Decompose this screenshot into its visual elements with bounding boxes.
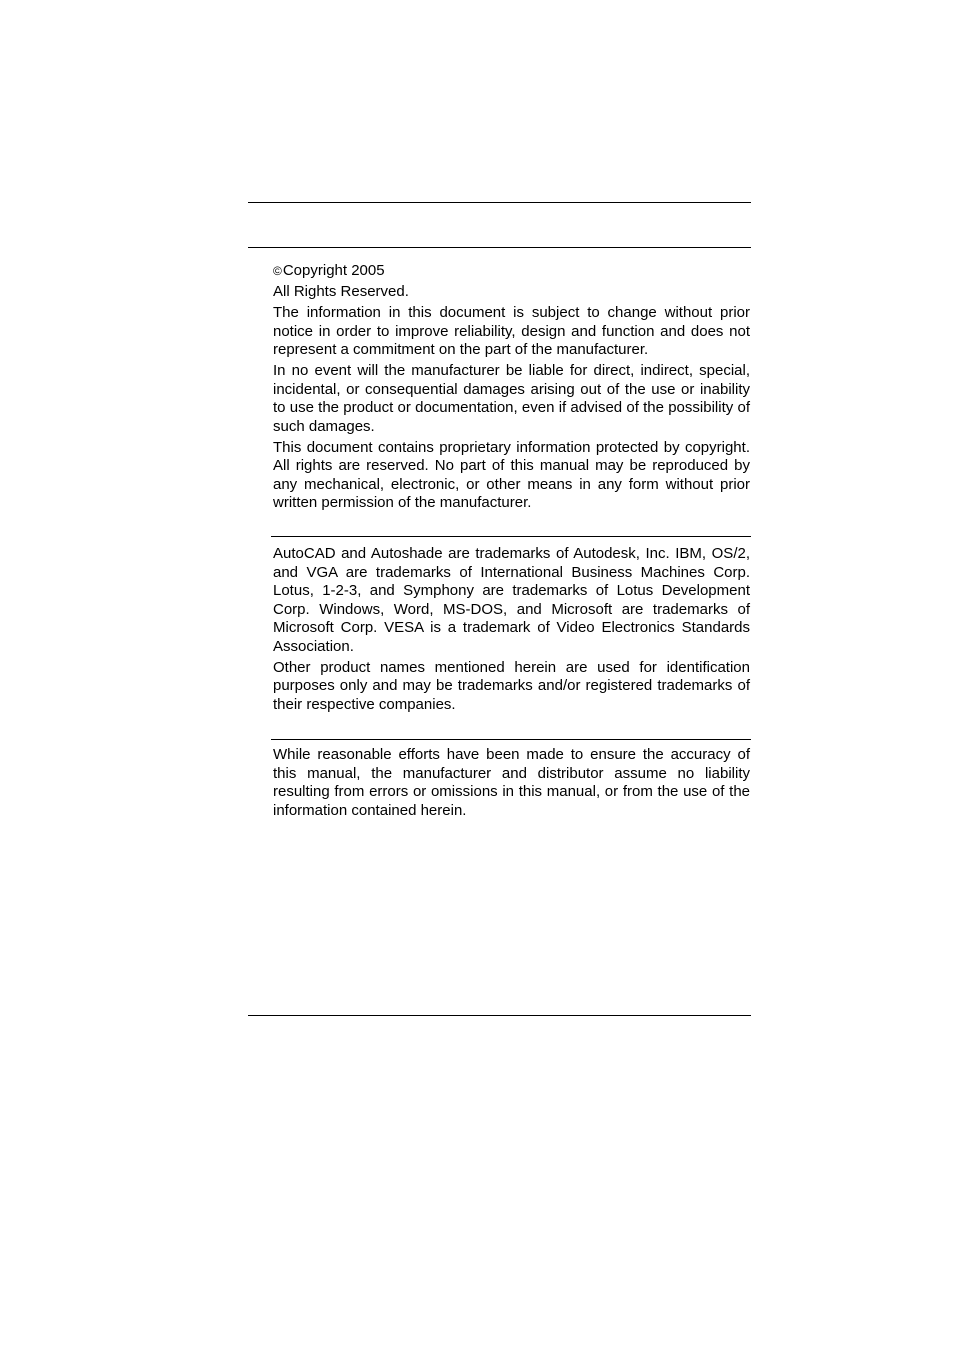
copyright-paragraph: The information in this document is subject to change without prior notice in order to improve reliability, design and function and does not represent a commitment on the part of the manufacturer. (273, 304, 750, 358)
disclaimer-section (273, 746, 750, 823)
trademarks-section (273, 545, 750, 717)
header-rule-top (248, 202, 751, 203)
section-divider (271, 536, 751, 537)
disclaimer-paragraph: While reasonable efforts have been made to ensure the accuracy of this manual, the manufacturer and distributor assume no liability resulting from errors or omissions in this manual, or from the use of the information contained herein. (273, 746, 750, 819)
footer-rule (248, 1015, 751, 1016)
copyright-year-text: Copyright 2005 (282, 262, 385, 279)
copyright-paragraph: This document contains proprietary information protected by copyright. All rights are reserved. No part of this manual may be reproduced by any mechanical, electronic, or other means in any form without prior written permission of the manufacturer. (273, 438, 750, 511)
trademark-paragraph: AutoCAD and Autoshade are trademarks of Autodesk, Inc. IBM, OS/2, and VGA are trademarks of International Business Machines Corp. Lotus, 1-2-3, and Symphony are trademarks of Lotus Development Corp. Windows, Word, MS-DOS, and Microsoft are trademarks of Microsoft Corp. VESA is a trademark of Video Electronics Standards Association. (273, 545, 750, 655)
copyright-section (273, 262, 750, 515)
section-divider (271, 739, 751, 740)
trademark-paragraph: Other product names mentioned herein are used for identification purposes only and may be trademarks and/or registered trademarks of their respective companies. (273, 658, 750, 713)
all-rights-reserved-text: All Rights Reserved. (273, 283, 409, 300)
header-rule-bottom (248, 247, 751, 248)
copyright-line (273, 262, 750, 281)
copyright-paragraph: In no event will the manufacturer be liable for direct, indirect, special, incidental, or consequential damages arising out of the use or inability to use the product or documentation, even if advised of the possibility of such damages. (273, 362, 750, 435)
copyright-symbol-icon: © (273, 264, 282, 278)
